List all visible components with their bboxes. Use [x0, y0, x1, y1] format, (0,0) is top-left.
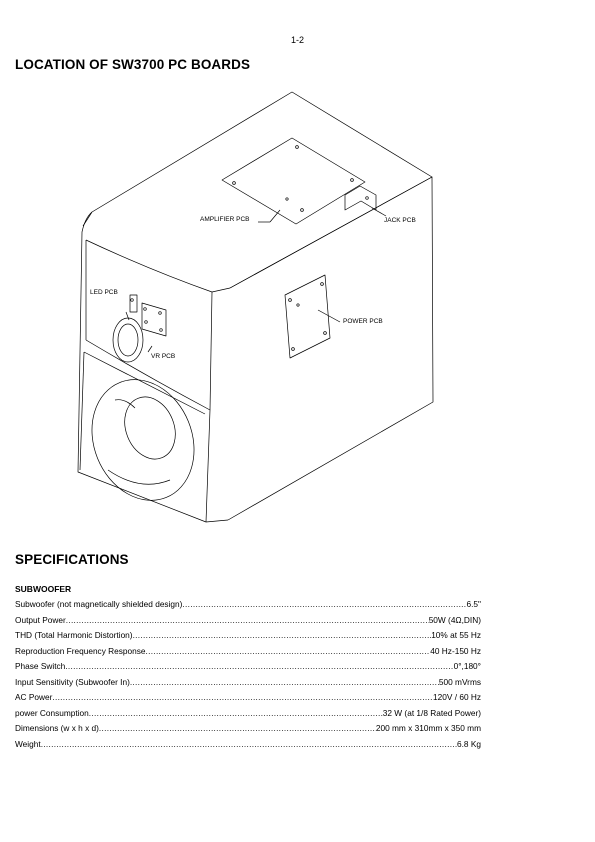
volume-knob — [113, 318, 143, 362]
amplifier-pcb-board — [222, 138, 365, 224]
power-pcb-label: POWER PCB — [343, 318, 383, 325]
speaker-port-outer — [74, 364, 211, 516]
spec-value: 32 W (at 1/8 Rated Power) — [382, 707, 481, 718]
spec-value: 6.8 Kg — [457, 738, 481, 749]
spec-row — [15, 628, 481, 644]
subsection-title-subwoofer: SUBWOOFER — [15, 584, 72, 594]
spec-label: power Consumption — [15, 707, 89, 718]
power-pcb-board — [285, 275, 330, 358]
leader-dots — [133, 628, 432, 644]
led-pcb-label: LED PCB — [90, 289, 118, 296]
jack-pcb-bracket — [345, 186, 376, 210]
spec-row — [15, 737, 481, 753]
cabinet-front-outline — [78, 212, 228, 522]
spec-value: 500 mVrms — [438, 676, 481, 687]
spec-label: Phase Switch — [15, 661, 66, 671]
spec-value: 10% at 55 Hz — [431, 630, 481, 640]
spec-row — [15, 659, 481, 675]
jack-pcb-label: JACK PCB — [384, 217, 416, 224]
amplifier-pcb-label: AMPLIFIER PCB — [200, 216, 250, 223]
spec-row — [15, 706, 481, 722]
leader-dots — [52, 690, 433, 706]
leader-dots — [99, 721, 376, 737]
leader-dots — [66, 613, 429, 629]
led-pcb-board — [130, 295, 137, 312]
spec-row — [15, 613, 481, 629]
spec-label: Output Power — [15, 614, 66, 625]
spec-row — [15, 644, 481, 660]
leader-dots — [146, 644, 431, 660]
leader-dots — [182, 597, 466, 613]
speaker-port-inner — [116, 389, 184, 466]
leader-dots — [130, 675, 439, 691]
spec-label: Subwoofer (not magnetically shielded design) — [15, 599, 183, 609]
specifications-list — [15, 597, 481, 752]
spec-value: 120V / 60 Hz — [433, 692, 481, 702]
leader-dots — [89, 706, 383, 722]
spec-label: Weight — [15, 738, 41, 749]
spec-row — [15, 675, 481, 691]
spec-label: AC Power — [15, 692, 53, 702]
section-title-pc-boards: LOCATION OF SW3700 PC BOARDS — [15, 57, 251, 72]
spec-row — [15, 721, 481, 737]
spec-value: 40 Hz-150 Hz — [430, 645, 481, 656]
page-number: 1-2 — [290, 35, 304, 45]
spec-value: 200 mm x 310mm x 350 mm — [375, 723, 481, 733]
cabinet-side-face — [228, 177, 433, 520]
spec-label: Reproduction Frequency Response — [15, 645, 146, 656]
spec-value: 50W (4Ω,DIN) — [428, 614, 481, 625]
spec-value: 6.5" — [466, 599, 481, 609]
section-title-specifications: SPECIFICATIONS — [15, 552, 129, 567]
vr-pcb-label: VR PCB — [151, 353, 176, 360]
spec-value: 0°,180° — [453, 661, 481, 671]
leader-dots — [41, 737, 457, 753]
spec-row — [15, 690, 481, 706]
leader-dots — [65, 659, 453, 675]
spec-row — [15, 597, 481, 613]
spec-label: Dimensions (w x h x d) — [15, 723, 99, 733]
spec-label: Input Sensitivity (Subwoofer In) — [15, 676, 130, 687]
cabinet-top-face — [92, 92, 432, 288]
spec-label: THD (Total Harmonic Distortion) — [15, 630, 133, 640]
